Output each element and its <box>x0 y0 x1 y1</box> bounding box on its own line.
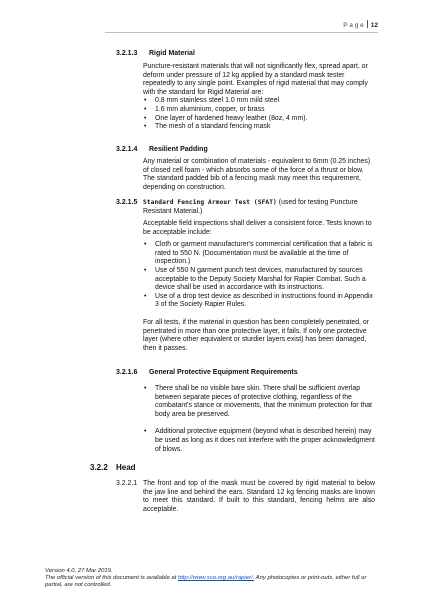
footer-text: Any photocopies or print-outs, either full or partial, are not controlled. <box>45 575 367 588</box>
section-number: 3.2.1.6 <box>116 369 138 376</box>
footer-text: The official version of this document is available at <box>45 575 178 581</box>
section-title: General Protective Equipment Requirements <box>149 369 298 376</box>
section-title: Head <box>116 463 136 472</box>
footer-link[interactable]: http://www.sca.org.au/rapier/. <box>177 575 255 581</box>
paragraph: Any material or combination of materials - equivalent to 6mm (0.25 inches) of closed cell foam - which absorbs some of the force of a thrust or blow. The standard padded bib of a fencing mask may meet this requirement, depending on construction. <box>143 158 371 191</box>
list-item: • There shall be no visible bare skin. There shall be sufficient overlap between separate pieces of protective clothing, regardless of the combatant's stance or movements, that the minimum protection for that body area be preserved. <box>143 385 375 419</box>
section-number: 3.2.1.5 <box>116 199 138 206</box>
page-separator <box>367 20 368 28</box>
paragraph: Acceptable field inspections shall deliver a consistent force. Tests known to be acceptable include: <box>143 220 372 236</box>
section-3-2-1-6-heading <box>116 369 298 376</box>
section-3-2-1-3-heading <box>116 50 195 57</box>
footer <box>45 568 385 589</box>
section-title: Standard Fencing Armour Test (SFAT) <box>143 199 277 206</box>
rigid-material-list <box>143 97 375 131</box>
section-title: Resilient Padding <box>149 146 208 153</box>
list-item: • One layer of hardened heavy leather (8oz, 4 mm). <box>143 115 375 124</box>
footer-notice <box>45 575 385 589</box>
section-3-2-1-4-body <box>143 158 375 192</box>
section-title: Rigid Material <box>149 50 195 57</box>
section-number: 3.2.2 <box>90 463 108 472</box>
section-number: 3.2.1.3 <box>116 50 138 57</box>
page-header <box>343 20 378 29</box>
paragraph: For all tests, if the material in question has been completely penetrated, or penetrated in more than one protective layer, it fails. If only one protective layer (where other equivalent or sturdier layers exist) has been damaged, then it passes. <box>143 318 369 352</box>
list-item: • 1.6 mm aluminium, copper, or brass <box>143 106 375 115</box>
paragraph: Puncture-resistant materials that will not significantly flex, spread apart, or deform under pressure of 12 kg applied by a standard mask tester repeatedly to any single point. Examples of rigid material that may comply with the standard for Rigid Material are: <box>143 63 368 96</box>
list-item: • Use of 550 N garment punch test devices, manufactured by sources acceptable to the Deputy Society Marshal for Rapier Combat. Such a device shall be used in accordance with its instructions. <box>143 267 375 293</box>
section-3-2-2-1-body <box>143 480 375 514</box>
page-number: 12 <box>370 22 378 29</box>
requirements-list <box>143 385 375 454</box>
list-item: • Cloth or garment manufacturer's commercial certification that a fabric is rated to 550 N. (Documentation must be available at the time of inspection.) <box>143 241 375 267</box>
section-3-2-1-3-body <box>143 63 375 132</box>
header-rule <box>105 32 378 33</box>
section-3-2-2-heading <box>90 463 136 472</box>
section-3-2-1-5-title <box>143 199 379 216</box>
paragraph: The front and top of the mask must be covered by rigid material to below the jaw line and behind the ears. Standard 12 kg fencing masks are known to meet this standard. If built to this standard, fencing helms are also acceptable. <box>143 480 375 513</box>
section-number: 3.2.1.4 <box>116 146 138 153</box>
list-item: • Additional protective equipment (beyond what is described herein) may be used as long as it does not interfere with the proper acknowledgment of blows. <box>143 428 375 454</box>
page-label: P a g e <box>343 22 364 29</box>
footer-version: Version 4.0, 27 Mar 2019. <box>45 568 113 574</box>
test-list <box>143 241 375 310</box>
list-item: • The mesh of a standard fencing mask <box>143 123 375 132</box>
list-item: • Use of a drop test device as described in instructions found in Appendix 3 of the Society Rapier Rules. <box>143 293 375 310</box>
section-3-2-1-4-heading <box>116 146 208 153</box>
section-3-2-1-5-body <box>143 220 375 353</box>
section-3-2-1-6-body <box>143 385 375 454</box>
list-item: • 0.8 mm stainless steel 1.0 mm mild steel <box>143 97 375 106</box>
section-title-suffix: (used for testing Puncture Resistant Material.) <box>143 199 358 215</box>
subsection-number: 3.2.2.1 <box>116 480 138 487</box>
